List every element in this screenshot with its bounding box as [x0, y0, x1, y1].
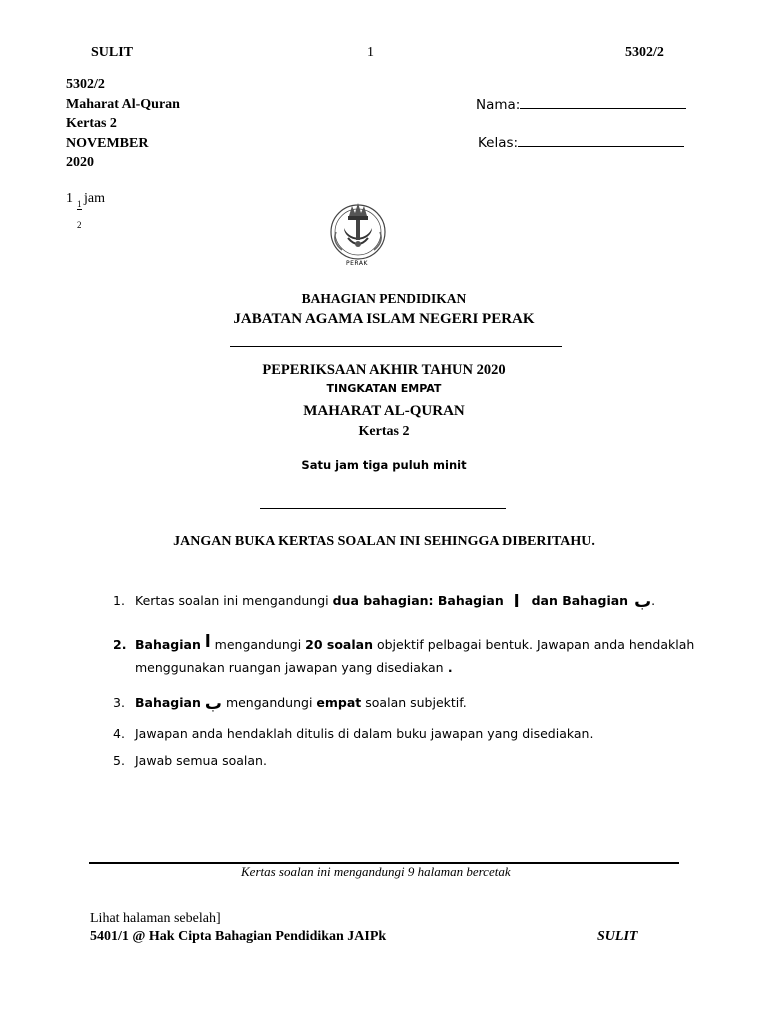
- class-blank[interactable]: [518, 146, 684, 147]
- instruction-number: 1.: [113, 593, 125, 608]
- arabic-ba: ب: [634, 592, 652, 612]
- exam-time: Satu jam tiga puluh minit: [301, 458, 467, 472]
- warning-text: JANGAN BUKA KERTAS SOALAN INI SEHINGGA DIBERITAHU.: [173, 534, 595, 549]
- instruction-text: objektif pelbagai bentuk. Jawapan anda hendaklah: [373, 637, 695, 652]
- duration-numerator: 1: [77, 199, 82, 209]
- footer-sulit: SULIT: [597, 929, 638, 944]
- instruction-bold: Bahagian: [135, 637, 201, 652]
- header-right: 5302/2: [625, 45, 664, 60]
- duration-denominator: 2: [77, 220, 82, 230]
- instruction-bold: empat: [316, 695, 362, 710]
- duration: [66, 191, 105, 230]
- instruction-bold: dua bahagian: Bahagian: [332, 593, 504, 608]
- org-line1: BAHAGIAN PENDIDIKAN: [301, 291, 467, 306]
- exam-title: PEPERIKSAAN AKHIR TAHUN 2020: [262, 362, 506, 378]
- instruction-3: [113, 694, 467, 714]
- paper-subject: Maharat Al-Quran: [66, 96, 180, 112]
- paper-month: NOVEMBER: [66, 135, 149, 151]
- next-page-note: Lihat halaman sebelah]: [90, 911, 221, 926]
- duration-unit: jam: [84, 191, 105, 206]
- instruction-text: Jawab semua soalan.: [135, 753, 267, 768]
- instruction-bold: .: [443, 660, 453, 675]
- duration-whole: 1: [66, 191, 73, 206]
- instruction-1: [113, 592, 655, 612]
- paper-year: 2020: [66, 155, 94, 170]
- instruction-text: menggunakan ruangan jawapan yang disediakan: [135, 660, 444, 675]
- instruction-text: soalan subjektif.: [361, 695, 467, 710]
- page-number: 1: [367, 45, 374, 60]
- instruction-bold: dan Bahagian: [531, 593, 629, 608]
- instruction-text: Jawapan anda hendaklah ditulis di dalam buku jawapan yang disediakan.: [135, 726, 594, 741]
- divider-1: [230, 346, 562, 347]
- header-left: SULIT: [91, 45, 134, 60]
- instruction-4: [113, 726, 593, 741]
- arabic-alif: ا: [204, 632, 211, 652]
- instruction-bold: Bahagian: [135, 695, 201, 710]
- class-field[interactable]: [478, 135, 684, 151]
- instruction-number: 3.: [113, 695, 125, 710]
- class-label: Kelas:: [478, 135, 519, 151]
- pages-note: Kertas soalan ini mengandungi 9 halaman bercetak: [241, 864, 511, 879]
- instruction-number: 5.: [113, 753, 125, 768]
- exam-subject: MAHARAT AL-QURAN: [303, 403, 465, 419]
- arabic-alif: ا: [513, 592, 520, 612]
- instruction-number: 2.: [113, 637, 127, 652]
- instruction-text: mengandungi: [210, 637, 306, 652]
- name-blank[interactable]: [520, 108, 686, 109]
- name-label: Nama:: [476, 97, 521, 113]
- instruction-bold: 20 soalan: [305, 637, 373, 652]
- exam-paper: Kertas 2: [358, 424, 410, 439]
- paper-info: [66, 75, 266, 173]
- org-line2: JABATAN AGAMA ISLAM NEGERI PERAK: [233, 311, 535, 327]
- instruction-2: [113, 632, 694, 652]
- paper-code: 5302/2: [66, 77, 105, 92]
- instruction-2-cont: [135, 660, 453, 675]
- instruction-number: 4.: [113, 726, 125, 741]
- exam-level: TINGKATAN EMPAT: [326, 382, 442, 395]
- instruction-text: .: [651, 593, 656, 608]
- name-field[interactable]: [476, 97, 686, 113]
- divider-2: [260, 508, 506, 509]
- instruction-text: Kertas soalan ini mengandungi: [135, 593, 333, 608]
- instruction-5: [113, 753, 267, 768]
- crest-caption: PERAK: [346, 260, 368, 267]
- paper-number: Kertas 2: [66, 116, 117, 131]
- perak-crest-icon: [324, 198, 392, 270]
- copyright: 5401/1 @ Hak Cipta Bahagian Pendidikan JAIPk: [90, 929, 387, 944]
- arabic-ba: ب: [204, 694, 222, 714]
- instruction-text: mengandungi: [221, 695, 317, 710]
